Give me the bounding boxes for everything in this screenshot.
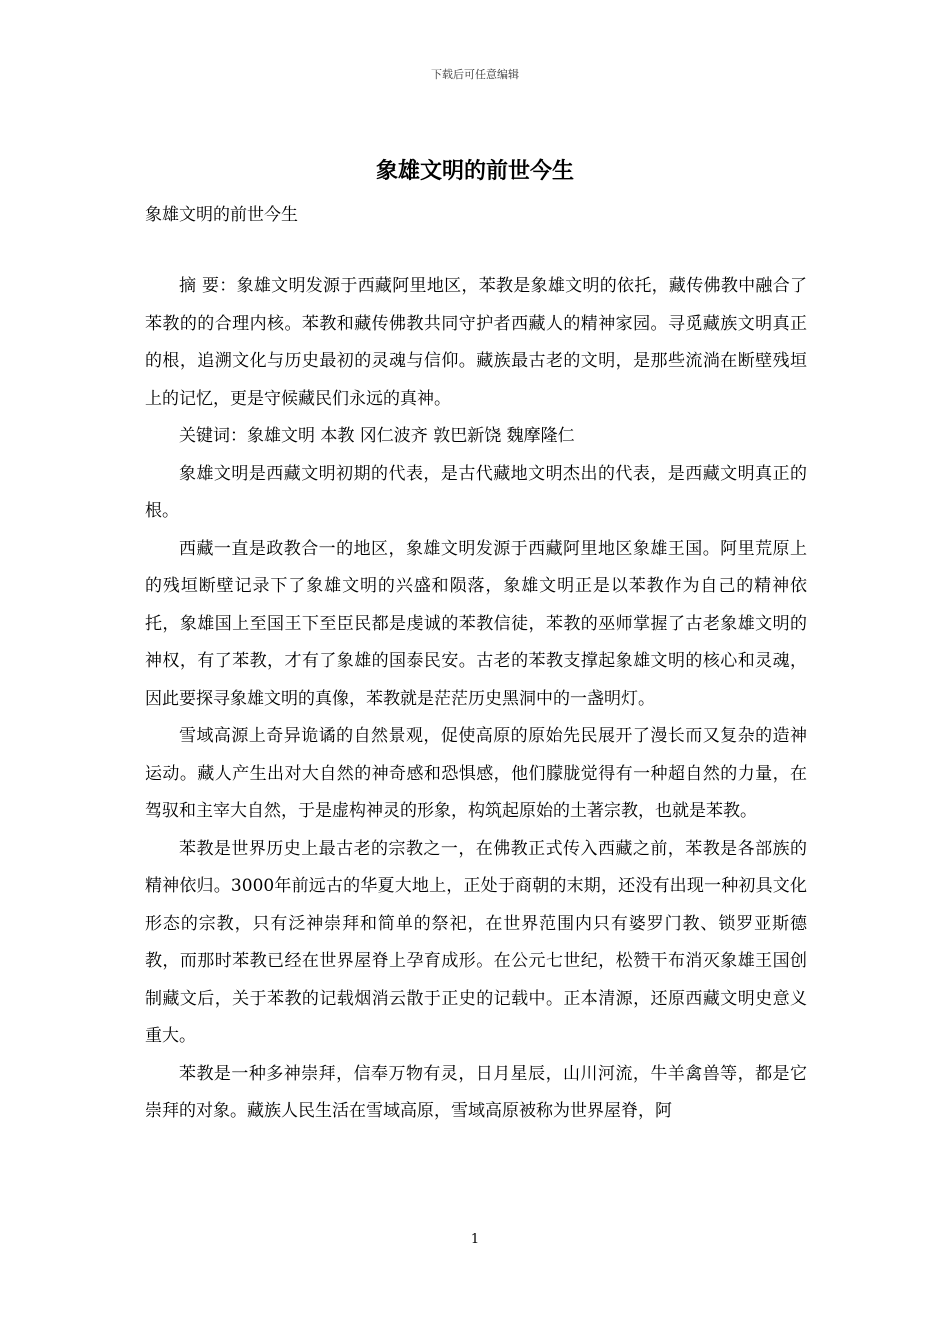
page-header: 下载后可任意编辑 <box>431 68 519 81</box>
body-paragraph: 苯教是世界历史上最古老的宗教之一，在佛教正式传入西藏之前，苯教是各部族的精神依归。3000年前远古的华夏大地上，正处于商朝的末期，还没有出现一种初具文化形态的宗教，只有泛神崇拜和简单的祭祀，在世界范围内只有婆罗门教、锁罗亚斯德教，而那时苯教已经在世界屋脊上孕育成形。在公元七世纪，松赞干布消灭象雄王国创制藏文后，关于苯教的记载烟消云散于正史的记载中。正本清源，还原西藏文明史意义重大。 <box>145 838 807 1046</box>
body-paragraph: 西藏一直是政教合一的地区，象雄文明发源于西藏阿里地区象雄王国。阿里荒原上的残垣断壁记录下了象雄文明的兴盛和陨落，象雄文明正是以苯教作为自己的精神依托，象雄国上至国王下至臣民都是虔诚的苯教信徒，苯教的巫师掌握了古老象雄文明的神权，有了苯教，才有了象雄的国泰民安。古老的苯教支撑起象雄文明的核心和灵魂，因此要探寻象雄文明的真像，苯教就是茫茫历史黑洞中的一盏明灯。 <box>145 538 807 709</box>
body-paragraph: 雪域高源上奇异诡谲的自然景观，促使高原的原始先民展开了漫长而又复杂的造神运动。藏人产生出对大自然的神奇感和恐惧感，他们朦胧觉得有一种超自然的力量，在驾驭和主宰大自然，于是虚构神灵的形象，构筑起原始的土著宗教，也就是苯教。 <box>145 726 807 821</box>
document-body <box>145 268 807 1131</box>
document-title: 象雄文明的前世今生 <box>375 159 574 184</box>
document-subtitle: 象雄文明的前世今生 <box>145 205 298 225</box>
abstract-paragraph: 摘 要：象雄文明发源于西藏阿里地区，苯教是象雄文明的依托，藏传佛教中融合了苯教的的合理内核。苯教和藏传佛教共同守护者西藏人的精神家园。寻觅藏族文明真正的根，追溯文化与历史最初的灵魂与信仰。藏族最古老的文明，是那些流淌在断壁残垣上的记忆，更是守候藏民们永远的真神。 <box>145 276 807 409</box>
page-number: 1 <box>470 1232 480 1247</box>
body-paragraph: 苯教是一种多神崇拜，信奉万物有灵，日月星辰，山川河流，牛羊禽兽等，都是它崇拜的对象。藏族人民生活在雪域高原，雪域高原被称为世界屋脊，阿 <box>145 1063 807 1121</box>
keywords-paragraph: 关键词：象雄文明 本教 冈仁波齐 敦巴新饶 魏摩隆仁 <box>179 426 575 446</box>
body-paragraph: 象雄文明是西藏文明初期的代表，是古代藏地文明杰出的代表，是西藏文明真正的根。 <box>145 463 807 521</box>
